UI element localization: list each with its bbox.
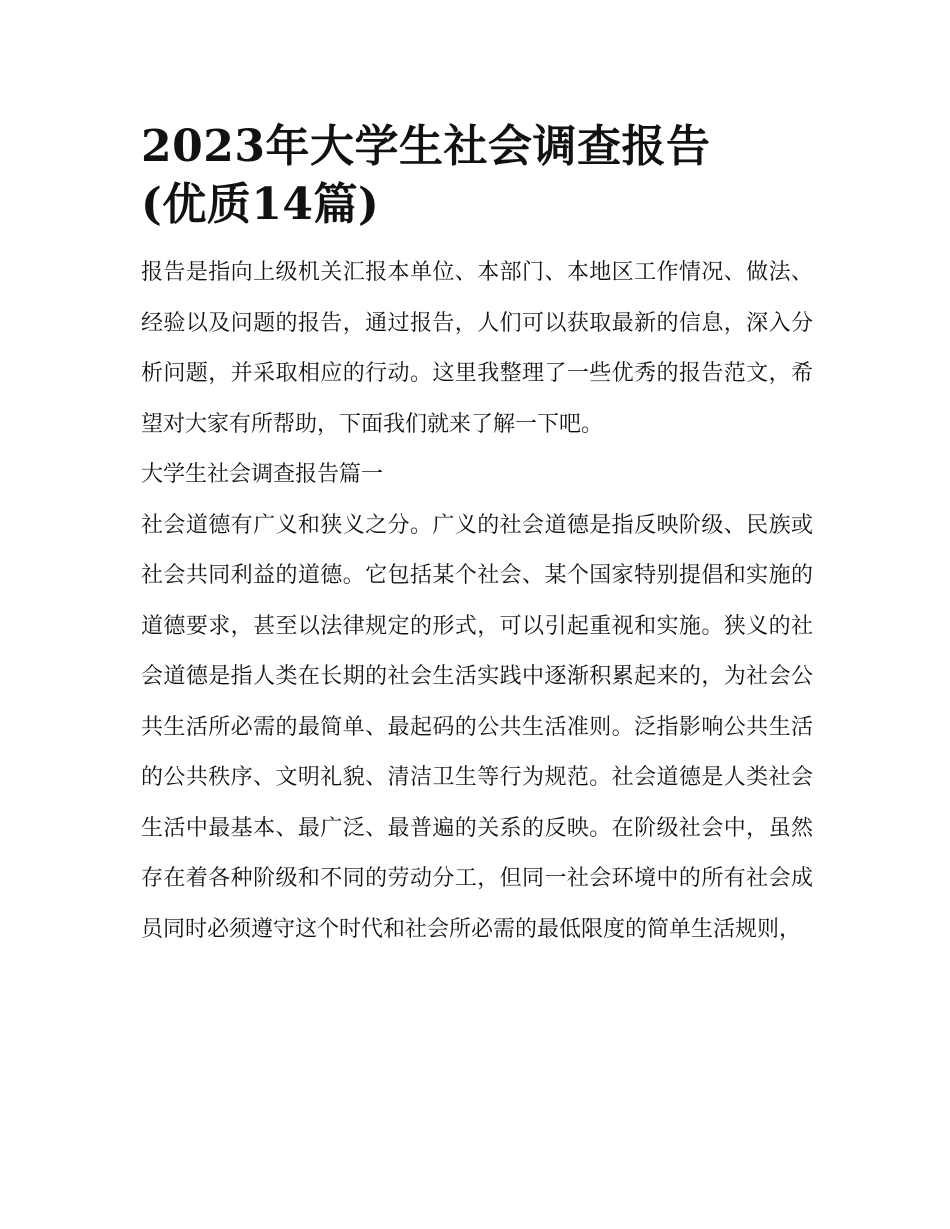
document-page	[141, 0, 813, 955]
section-paragraph: 社会道德有广义和狭义之分。广义的社会道德是指反映阶级、民族或社会共同利益的道德。它包括某个社会、某个国家特别提倡和实施的道德要求，甚至以法律规定的形式，可以引起重视和实施。狭义的社会道德是指人类在长期的社会生活实践中逐渐积累起来的，为社会公共生活所必需的最简单、最起码的公共生活准则。泛指影响公共生活的公共秩序、文明礼貌、清洁卫生等行为规范。社会道德是人类社会生活中最基本、最广泛、最普遍的关系的反映。在阶级社会中，虽然存在着各种阶级和不同的劳动分工，但同一社会环境中的所有社会成员同时必须遵守这个时代和社会所必需的最低限度的简单生活规则，	[141, 512, 813, 942]
title-line-2: (优质14篇)	[141, 179, 380, 230]
intro-paragraph: 报告是指向上级机关汇报本单位、本部门、本地区工作情况、做法、经验以及问题的报告，通过报告，人们可以获取最新的信息，深入分析问题，并采取相应的行动。这里我整理了一些优秀的报告范文，希望对大家有所帮助，下面我们就来了解一下吧。	[141, 260, 813, 437]
document-body	[141, 248, 813, 955]
title-line-1: 2023年大学生社会调查报告	[141, 121, 711, 172]
document-title	[141, 0, 813, 234]
section-heading: 大学生社会调查报告篇一	[141, 462, 384, 487]
